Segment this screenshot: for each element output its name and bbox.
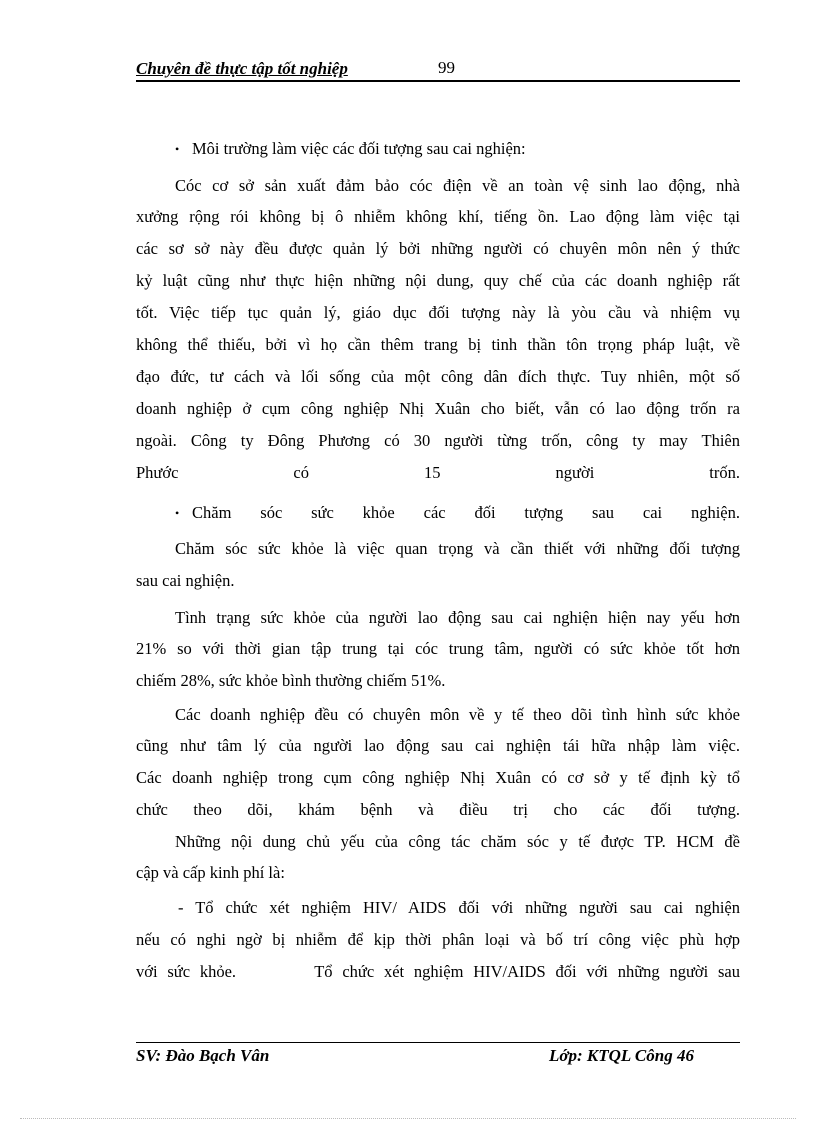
paragraph-line: với sức khỏe. Tổ chức xét nghiệm HIV/AIDS đối với những người sau [136,962,740,981]
bullet-icon: • [175,142,180,156]
paragraph-line: chức theo dõi, khám bệnh và điều trị cho các đối tượng. [136,800,740,819]
paragraph-line: doanh nghiệp ở cụm công nghiệp Nhị Xuân cho biết, vẫn có lao động trốn ra [136,399,740,418]
paragraph-line: Cóc cơ sở sản xuất đảm bảo cóc điện về an toàn vệ sinh lao động, nhà [175,176,740,195]
paragraph-line: sau cai nghiện. [136,571,235,590]
page-number: 99 [438,58,455,77]
bullet-icon: • [175,506,180,520]
document-title: Chuyên đề thực tập tốt nghiệp [136,59,348,78]
paragraph-line: Chăm sóc sức khỏe là việc quan trọng và cần thiết với những đối tượng [175,539,740,558]
paragraph-line: 21% so với thời gian tập trung tại cóc trung tâm, người có sức khỏe tốt hơn [136,639,740,658]
bullet-heading-work-environment: Môi trường làm việc các đối tượng sau cai nghiện: [192,139,526,158]
paragraph-line: cập và cấp kinh phí là: [136,863,285,882]
paragraph-line: chiếm 28%, sức khỏe bình thường chiếm 51%. [136,671,446,690]
paragraph-line: các sơ sở này đều được quản lý bởi những người có chuyên môn nên ý thức [136,239,740,258]
footer-student-name: SV: Đào Bạch Vân [136,1046,270,1065]
footer-class: Lớp: KTQL Công 46 [549,1046,694,1065]
paragraph-line: tốt. Việc tiếp tục quản lý, giáo dục đối tượng này là yòu cầu và nhiệm vụ [136,303,740,322]
page-header [136,58,740,82]
page-bottom-border [20,1118,796,1119]
paragraph-line: nếu có nghi ngờ bị nhiễm để kịp thời phân loại và bố trí công việc phù hợp [136,930,740,949]
footer-divider [136,1042,740,1043]
paragraph-line: Tình trạng sức khỏe của người lao động sau cai nghiện hiện nay yếu hơn [175,608,740,627]
paragraph-line: xưởng rộng rói không bị ô nhiễm không khí, tiếng ồn. Lao động làm việc tại [136,207,740,226]
paragraph-line: Các doanh nghiệp đều có chuyên môn về y tế theo dõi tình hình sức khỏe [175,705,740,724]
paragraph-line: đạo đức, tư cách và lối sống của một công dân đích thực. Tuy nhiên, một số [136,367,740,386]
paragraph-line: không thể thiếu, bởi vì họ cần thêm trang bị tinh thần tôn trọng pháp luật, về [136,335,740,354]
paragraph-line: cũng như tâm lý của người lao động sau cai nghiện tái hữa nhập làm việc. [136,736,740,755]
bullet-heading-health-care: Chăm sóc sức khỏe các đối tượng sau cai nghiện. [192,503,740,522]
paragraph-line: Các doanh nghiệp trong cụm công nghiệp Nhị Xuân có cơ sở y tế định kỳ tổ [136,768,740,787]
paragraph-line: ngoài. Công ty Đông Phương có 30 người từng trốn, công ty may Thiên [136,431,740,450]
paragraph-line: - Tổ chức xét nghiệm HIV/ AIDS đối với những người sau cai nghiện [178,898,740,917]
paragraph-line: kỷ luật cũng như thực hiện những nội dung, quy chế của các doanh nghiệp rất [136,271,740,290]
paragraph-line: Phước có 15 người trốn. [136,463,740,482]
paragraph-line: Những nội dung chủ yếu của công tác chăm sóc y tế được TP. HCM đề [175,832,740,851]
